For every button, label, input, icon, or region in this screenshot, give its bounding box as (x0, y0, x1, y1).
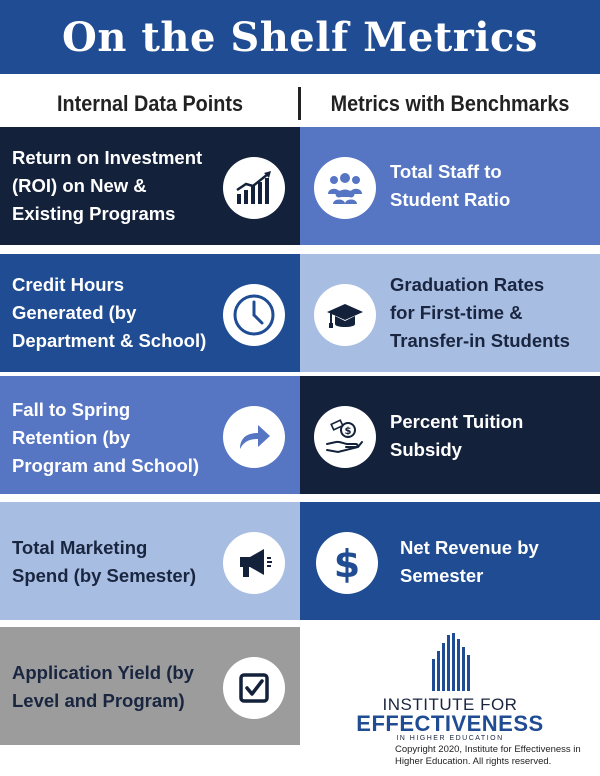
svg-text:$: $ (333, 542, 361, 585)
tile-text: Graduation Rates for First-time & Transfer-in Students (390, 274, 570, 351)
internal-tile-credit-hours (0, 254, 300, 372)
column-header-benchmarks: Metrics with Benchmarks (330, 91, 570, 116)
tile-text: Fall to Spring Retention (by Program and School) (12, 399, 200, 476)
tile-text: Return on Investment (ROI) on New & Existing Programs (12, 147, 203, 224)
benchmark-tile-graduation (300, 254, 600, 372)
tile-text: Total Staff to Student Ratio (390, 161, 511, 210)
column-header-internal: Internal Data Points (57, 91, 243, 116)
tile-text: Net Revenue by Semester (400, 537, 539, 586)
page-title: On the Shelf Metrics (0, 0, 600, 74)
benchmark-tile-net-revenue (300, 502, 600, 620)
dollar-icon (316, 532, 378, 594)
internal-tile-application-yield (0, 627, 300, 745)
clock-icon (223, 284, 285, 346)
benchmark-tile-tuition-subsidy (300, 376, 600, 494)
megaphone-icon (223, 532, 285, 594)
logo-text-line1: INSTITUTE FOR (382, 695, 518, 714)
building-bars-icon (432, 633, 472, 691)
tile-text: Credit Hours Generated (by Department & School) (12, 274, 207, 351)
svg-text:$: $ (344, 426, 352, 437)
internal-tile-marketing (0, 502, 300, 620)
checkbox-icon (223, 657, 285, 719)
graduation-cap-icon (314, 284, 376, 346)
people-group-icon (314, 157, 376, 219)
copyright-notice: Copyright 2020, Institute for Effectiveness in Higher Education. All rights reserved. (395, 744, 581, 767)
growth-chart-icon (223, 157, 285, 219)
tile-text: Total Marketing Spend (by Semester) (12, 537, 197, 586)
forward-arrow-icon (223, 406, 285, 468)
benchmark-tile-staff-ratio (300, 127, 600, 245)
logo-text-line3: IN HIGHER EDUCATION (396, 735, 504, 742)
internal-tile-retention (0, 376, 300, 494)
column-divider (298, 87, 301, 120)
tile-text: Percent Tuition Subsidy (390, 411, 524, 460)
logo-text-line2: EFFECTIVENESS (356, 711, 544, 736)
money-hand-icon (314, 406, 376, 468)
internal-tile-roi (0, 127, 300, 245)
tile-text: Application Yield (by Level and Program) (12, 662, 194, 711)
